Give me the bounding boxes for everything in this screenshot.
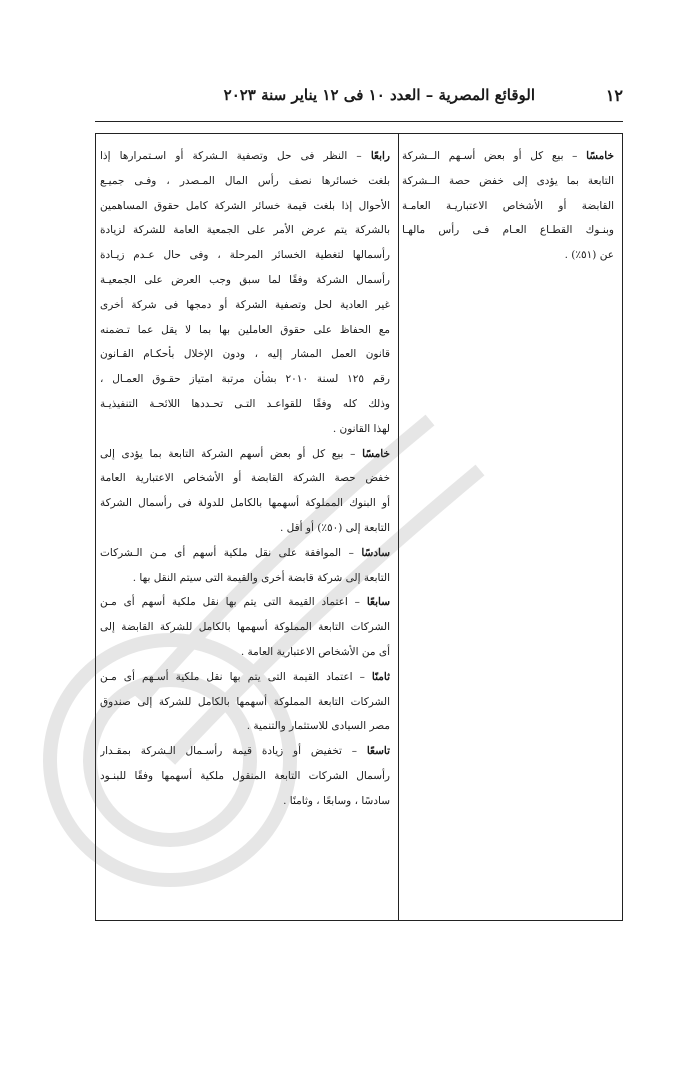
- clause-text: رقم ١٢٥ لسنة ٢٠١٠ بشأن مرتبة امتياز حقـوق العمـال ،: [100, 373, 390, 386]
- clause-text: أو البنوك المملوكة أسهمها بالكامل للدولة فى رأسمال الشركة: [100, 497, 390, 510]
- clause-text: التابعة إلى شركة قابضة أخرى والقيمة التى سيتم النقل بها .: [132, 571, 390, 584]
- text-line: [100, 417, 390, 442]
- text-line: [100, 640, 390, 665]
- clause-text: بالشركة يتم عرض الأمر على الجمعية العامة للشركة لزيادة: [100, 224, 390, 237]
- paragraph: [100, 442, 390, 541]
- clause-text: الشركات التابعة المملوكة أسهمها بالكامل للشركة القابضة إلى: [100, 621, 390, 634]
- text-line: [100, 342, 390, 367]
- page-number: ١٢: [605, 86, 623, 105]
- text-line: [100, 541, 390, 566]
- text-line: [100, 318, 390, 343]
- clause-text: سادسًا ، وسابعًا ، وثامنًا .: [283, 794, 390, 807]
- clause-text: رأسمالها لتغطية الخسائر المرحلة ، وفى حال عـدم زيـادة: [100, 249, 390, 262]
- text-line: [100, 392, 390, 417]
- clause-text: القابضة أو الأشخاص الاعتباريـة العامـة: [402, 199, 614, 212]
- left-column: [100, 144, 390, 814]
- paragraph: [100, 665, 390, 739]
- clause-text: الأحوال إذا بلغت قيمة خسائر الشركة كامل حقوق المساهمين: [100, 199, 390, 212]
- clause-text: أى من الأشخاص الاعتبارية العامة .: [240, 645, 390, 658]
- text-line: [402, 194, 614, 219]
- text-line: [100, 293, 390, 318]
- text-line: [100, 764, 390, 789]
- clause-text: غير العادية لحل وتصفية الشركة أو دمجها فى شركة أخرى: [100, 298, 390, 311]
- gazette-title: الوقائع المصرية – العدد ١٠ فى ١٢ يناير سنة ٢٠٢٣: [223, 86, 535, 104]
- clause-text: مصر السيادى للاستثمار والتنمية .: [246, 720, 390, 733]
- text-line: [100, 243, 390, 268]
- text-line: [100, 665, 390, 690]
- clause-text: – تخفيض أو زيادة قيمة رأسـمال الـشركة بمقـدار: [100, 745, 367, 758]
- clause-keyword: سابعًا: [366, 596, 390, 609]
- text-line: [100, 268, 390, 293]
- text-line: [100, 466, 390, 491]
- clause-text: وذلك كله وفقًا للقواعـد التـى تحـددها اللائحـة التنفيذيـة: [100, 397, 390, 410]
- text-line: [402, 218, 614, 243]
- text-line: [100, 690, 390, 715]
- clause-text: التابعة بما يؤدى إلى خفض حصة الــشركة: [402, 174, 614, 187]
- content-table: [95, 133, 623, 921]
- column-divider: [398, 134, 399, 920]
- page-header: [95, 86, 623, 110]
- clause-text: – اعتماد القيمة التى يتم بها نقل ملكية أسهم أى مـن: [100, 596, 367, 609]
- text-line: [100, 590, 390, 615]
- clause-text: – بيع كل أو بعض أسـهم الــشركة: [402, 150, 587, 162]
- text-line: [100, 739, 390, 764]
- text-line: [100, 169, 390, 194]
- text-line: [402, 144, 614, 169]
- clause-text: – اعتماد القيمة التى يتم بها نقل ملكية أسـهم أى مـن: [100, 670, 372, 683]
- clause-text: لهذا القانون .: [332, 422, 390, 435]
- text-line: [100, 789, 390, 814]
- clause-keyword: تاسعًا: [366, 745, 390, 758]
- clause-text: وبنـوك القطـاع العـام فـى رأس مالهـا: [402, 224, 614, 237]
- clause-text: مع الحفاظ على حقوق العاملين بها بما لا يقل عما تـضمنه: [100, 323, 390, 336]
- clause-text: – النظر فى حل وتصفية الـشركة أو اسـتمرارها إذا: [100, 150, 371, 162]
- text-line: [100, 615, 390, 640]
- paragraph: [402, 144, 614, 268]
- text-line: [100, 367, 390, 392]
- text-line: [402, 243, 614, 268]
- text-line: [100, 566, 390, 591]
- paragraph: [100, 739, 390, 813]
- clause-text: – بيع كل أو بعض أسهم الشركة التابعة بما يؤدى إلى: [100, 447, 363, 460]
- clause-keyword: رابعًا: [370, 150, 390, 162]
- paragraph: [100, 144, 390, 442]
- text-line: [100, 491, 390, 516]
- text-line: [100, 714, 390, 739]
- clause-text: رأسمال الشركة وفقًا لما سبق وجب العرض على الجمعيـة: [100, 273, 390, 286]
- text-line: [100, 516, 390, 541]
- clause-keyword: خامسًا: [586, 150, 614, 162]
- paragraph: [100, 541, 390, 591]
- text-line: [100, 218, 390, 243]
- clause-keyword: سادسًا: [361, 546, 390, 559]
- text-line: [100, 194, 390, 219]
- clause-text: رأسمال الشركات التابعة المنقول ملكية أسهمها وفقًا للبنـود: [100, 769, 390, 782]
- text-line: [402, 169, 614, 194]
- right-column: [402, 144, 614, 268]
- clause-text: التابعة إلى (٥٠٪) أو أقل .: [280, 521, 390, 534]
- clause-text: بلغت خسائرها نصف رأس المال المـصدر ، وفـى جميـع: [100, 174, 390, 187]
- clause-text: عن (٥١٪) .: [564, 249, 614, 262]
- clause-text: – الموافقة على نقل ملكية أسهم أى مـن الـشركات: [100, 546, 362, 559]
- header-rule: [95, 121, 623, 122]
- clause-keyword: ثامنًا: [371, 670, 390, 683]
- clause-text: خفض حصة الشركة القابضة أو الأشخاص الاعتبارية العامة: [100, 472, 390, 485]
- paragraph: [100, 590, 390, 664]
- text-line: [100, 144, 390, 169]
- text-line: [100, 442, 390, 467]
- clause-text: قانون العمل المشار إليه ، ودون الإخلال بأحكـام القـانون: [100, 348, 390, 361]
- clause-text: الشركات التابعة المملوكة أسهمها بالكامل للشركة إلى صندوق: [100, 695, 390, 708]
- clause-keyword: خامسًا: [362, 447, 390, 460]
